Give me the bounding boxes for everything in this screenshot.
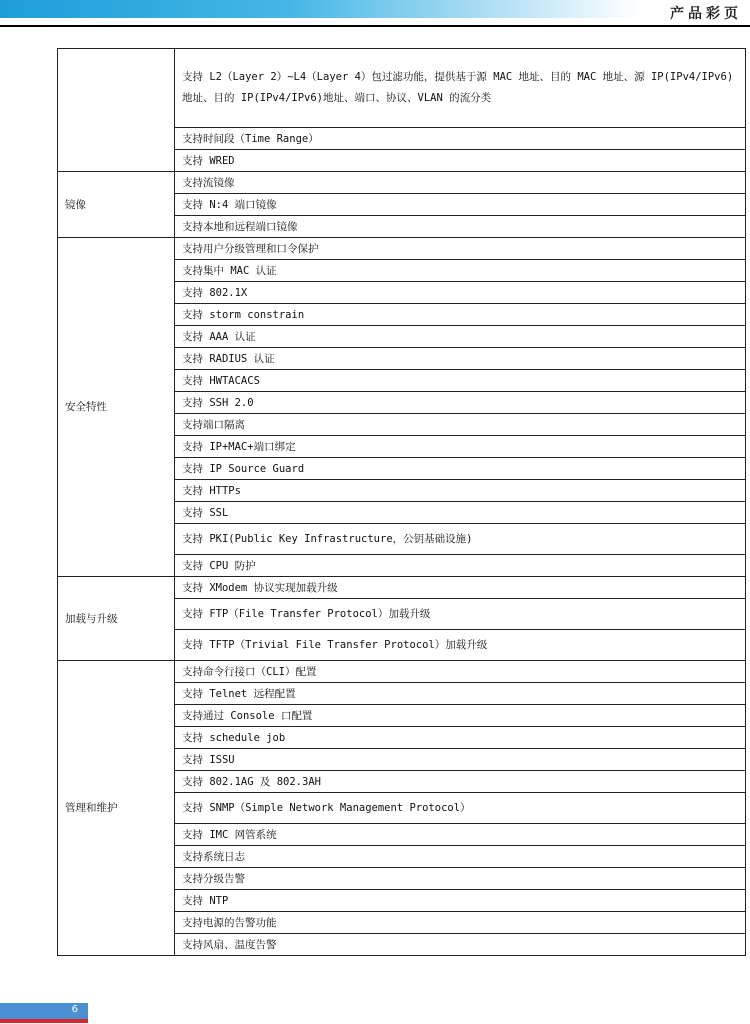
feature-cell: 支持 SNMP（Simple Network Management Protocol） (175, 793, 746, 824)
feature-cell: 支持 storm constrain (175, 304, 746, 326)
category-cell (58, 49, 175, 172)
feature-cell: 支持分级告警 (175, 868, 746, 890)
feature-cell: 支持 IMC 网管系统 (175, 824, 746, 846)
feature-cell: 支持 802.1X (175, 282, 746, 304)
feature-cell: 支持 SSH 2.0 (175, 392, 746, 414)
feature-cell: 支持集中 MAC 认证 (175, 260, 746, 282)
feature-cell: 支持 HTTPs (175, 480, 746, 502)
feature-cell: 支持 FTP（File Transfer Protocol）加载升级 (175, 599, 746, 630)
feature-cell: 支持时间段（Time Range） (175, 128, 746, 150)
feature-cell: 支持 ISSU (175, 749, 746, 771)
feature-cell: 支持电源的告警功能 (175, 912, 746, 934)
feature-cell: 支持 L2（Layer 2）~L4（Layer 4）包过滤功能，提供基于源 MAC 地址、目的 MAC 地址、源 IP(IPv4/IPv6)地址、目的 IP(IPv4/IPv6)地址、端口、协议、VLAN 的流分类 (175, 49, 746, 128)
page-header-title: 产品彩页 (670, 6, 742, 22)
table-row (58, 577, 746, 599)
feature-cell: 支持 NTP (175, 890, 746, 912)
category-cell: 管理和维护 (58, 661, 175, 956)
category-cell: 安全特性 (58, 238, 175, 577)
category-cell: 加载与升级 (58, 577, 175, 661)
feature-cell: 支持 HWTACACS (175, 370, 746, 392)
feature-cell: 支持本地和远程端口镜像 (175, 216, 746, 238)
feature-cell: 支持 AAA 认证 (175, 326, 746, 348)
feature-cell: 支持命令行接口（CLI）配置 (175, 661, 746, 683)
feature-cell: 支持 802.1AG 及 802.3AH (175, 771, 746, 793)
header-divider (0, 25, 750, 27)
table-row (58, 661, 746, 683)
feature-cell: 支持风扇、温度告警 (175, 934, 746, 956)
footer-accent-line (0, 1019, 88, 1023)
page-number-badge (0, 1003, 88, 1019)
feature-cell: 支持流镜像 (175, 172, 746, 194)
feature-cell: 支持端口隔离 (175, 414, 746, 436)
feature-cell: 支持 IP+MAC+端口绑定 (175, 436, 746, 458)
feature-cell: 支持 Telnet 远程配置 (175, 683, 746, 705)
table-row (58, 238, 746, 260)
feature-cell: 支持 XModem 协议实现加载升级 (175, 577, 746, 599)
page-number: 6 (71, 1004, 78, 1015)
feature-cell: 支持用户分级管理和口令保护 (175, 238, 746, 260)
table-row (58, 49, 746, 128)
feature-cell: 支持 schedule job (175, 727, 746, 749)
feature-cell: 支持 IP Source Guard (175, 458, 746, 480)
feature-cell: 支持 TFTP（Trivial File Transfer Protocol）加载升级 (175, 630, 746, 661)
spec-table (57, 48, 746, 956)
feature-cell: 支持 SSL (175, 502, 746, 524)
feature-cell: 支持系统日志 (175, 846, 746, 868)
feature-cell: 支持 CPU 防护 (175, 555, 746, 577)
feature-cell: 支持 N:4 端口镜像 (175, 194, 746, 216)
feature-cell: 支持 PKI(Public Key Infrastructure，公钥基础设施) (175, 524, 746, 555)
category-cell: 镜像 (58, 172, 175, 238)
table-row (58, 172, 746, 194)
header-bar (0, 0, 640, 18)
feature-cell: 支持 RADIUS 认证 (175, 348, 746, 370)
feature-cell: 支持 WRED (175, 150, 746, 172)
feature-cell: 支持通过 Console 口配置 (175, 705, 746, 727)
